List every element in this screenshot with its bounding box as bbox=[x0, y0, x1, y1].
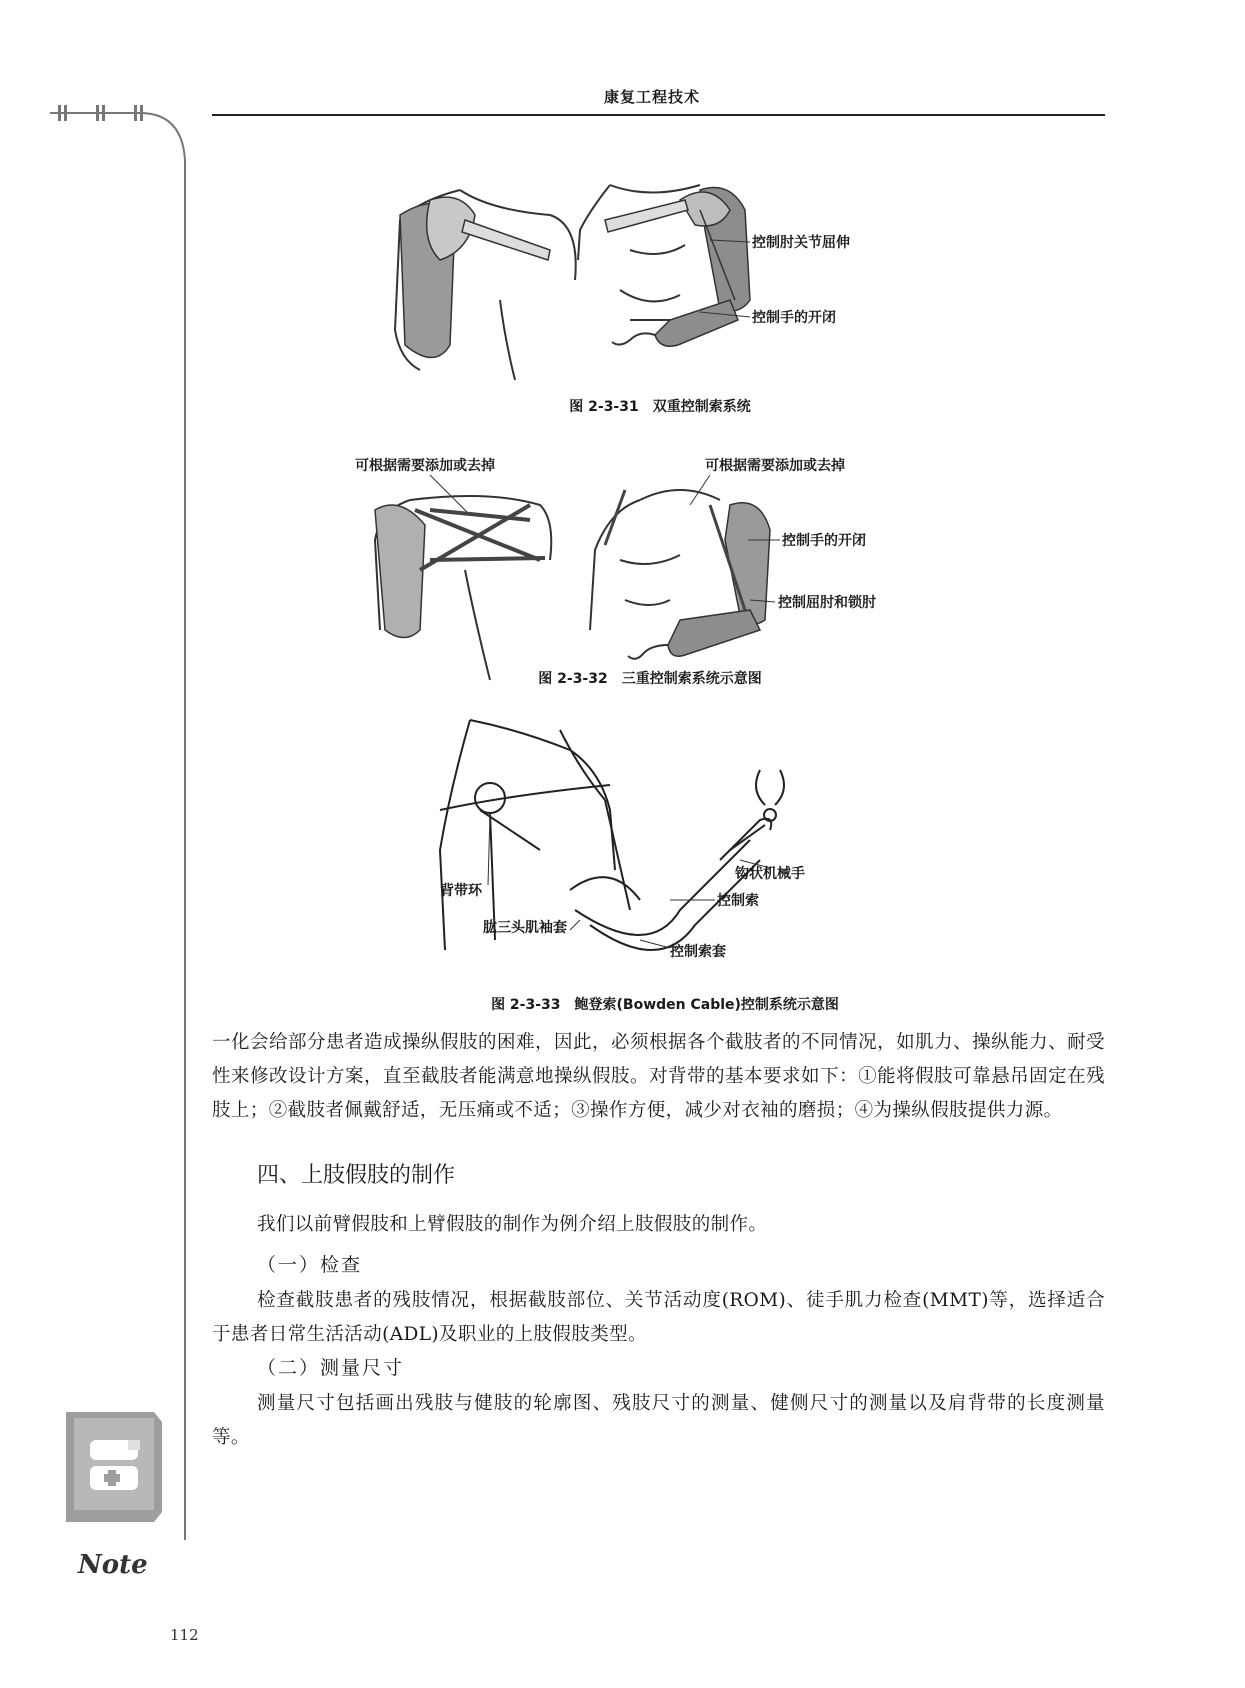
label-elbow-flex-control: 控制肘关节屈伸 bbox=[752, 235, 850, 251]
figure-2-3-32 bbox=[350, 450, 950, 690]
label-hook-hand: 钩状机械手 bbox=[735, 866, 805, 882]
section-intro-text: 我们以前臂假肢和上臂假肢的制作为例介绍上肢假肢的制作。 bbox=[257, 1214, 768, 1235]
figure-caption-2-3-33: 图 2-3-33 鲍登索(Bowden Cable)控制系统示意图 bbox=[491, 997, 839, 1013]
label-hand-control: 控制手的开闭 bbox=[752, 310, 836, 326]
double-cable-illustration bbox=[380, 170, 940, 390]
figure-2-3-33 bbox=[430, 710, 900, 980]
label-elbow-lock-control: 控制屈肘和锁肘 bbox=[778, 595, 876, 611]
label-triceps-cuff: 肱三头肌袖套 bbox=[483, 920, 567, 936]
medical-kit-icon bbox=[66, 1412, 166, 1522]
figure-caption-2-3-32: 图 2-3-32 三重控制索系统示意图 bbox=[538, 671, 762, 687]
triple-cable-illustration bbox=[350, 450, 950, 690]
label-cable-housing: 控制索套 bbox=[670, 944, 726, 960]
figure-caption-2-3-31: 图 2-3-31 双重控制索系统 bbox=[569, 399, 751, 415]
measurement-block bbox=[212, 1387, 1105, 1455]
subheading-measurement: （二）测量尺寸 bbox=[257, 1357, 405, 1379]
section-heading-fabrication: 四、上肢假肢的制作 bbox=[257, 1163, 456, 1188]
section-intro-block bbox=[212, 1208, 1105, 1242]
label-optional-front: 可根据需要添加或去掉 bbox=[705, 458, 845, 474]
subheading-examination: （一）检查 bbox=[257, 1254, 363, 1276]
body-paragraph-harness bbox=[212, 1026, 1105, 1128]
measurement-text: 测量尺寸包括画出残肢与健肢的轮廓图、残肢尺寸的测量、健侧尺寸的测量以及肩背带的长度测量等。 bbox=[212, 1393, 1105, 1448]
running-header: 康复工程技术 bbox=[603, 88, 700, 106]
figure-2-3-31 bbox=[380, 170, 940, 390]
note-label: Note bbox=[78, 1550, 148, 1580]
header-rule bbox=[212, 114, 1105, 116]
label-hand-control-2: 控制手的开闭 bbox=[782, 533, 866, 549]
bowden-cable-illustration bbox=[430, 710, 900, 980]
examination-block bbox=[212, 1284, 1105, 1352]
margin-rail-decoration bbox=[0, 100, 200, 1550]
examination-text: 检查截肢患者的残肢情况，根据截肢部位、关节活动度(ROM)、徒手肌力检查(MMT)等，选择适合于患者日常生活活动(ADL)及职业的上肢假肢类型。 bbox=[212, 1290, 1105, 1345]
label-control-cable: 控制索 bbox=[717, 893, 759, 909]
label-optional-back: 可根据需要添加或去掉 bbox=[355, 458, 495, 474]
label-harness-ring: 背带环 bbox=[440, 883, 482, 899]
note-sidebar bbox=[66, 1412, 166, 1526]
harness-requirements-text: 一化会给部分患者造成操纵假肢的困难，因此，必须根据各个截肢者的不同情况，如肌力、操纵能力、耐受性来修改设计方案，直至截肢者能满意地操纵假肢。对背带的基本要求如下：①能将假肢可靠悬吊固定在残肢上；②截肢者佩戴舒适，无压痛或不适；③操作方便，减少对衣袖的磨损；④为操纵假肢提供力源。 bbox=[212, 1032, 1105, 1121]
page-number: 112 bbox=[170, 1626, 199, 1644]
